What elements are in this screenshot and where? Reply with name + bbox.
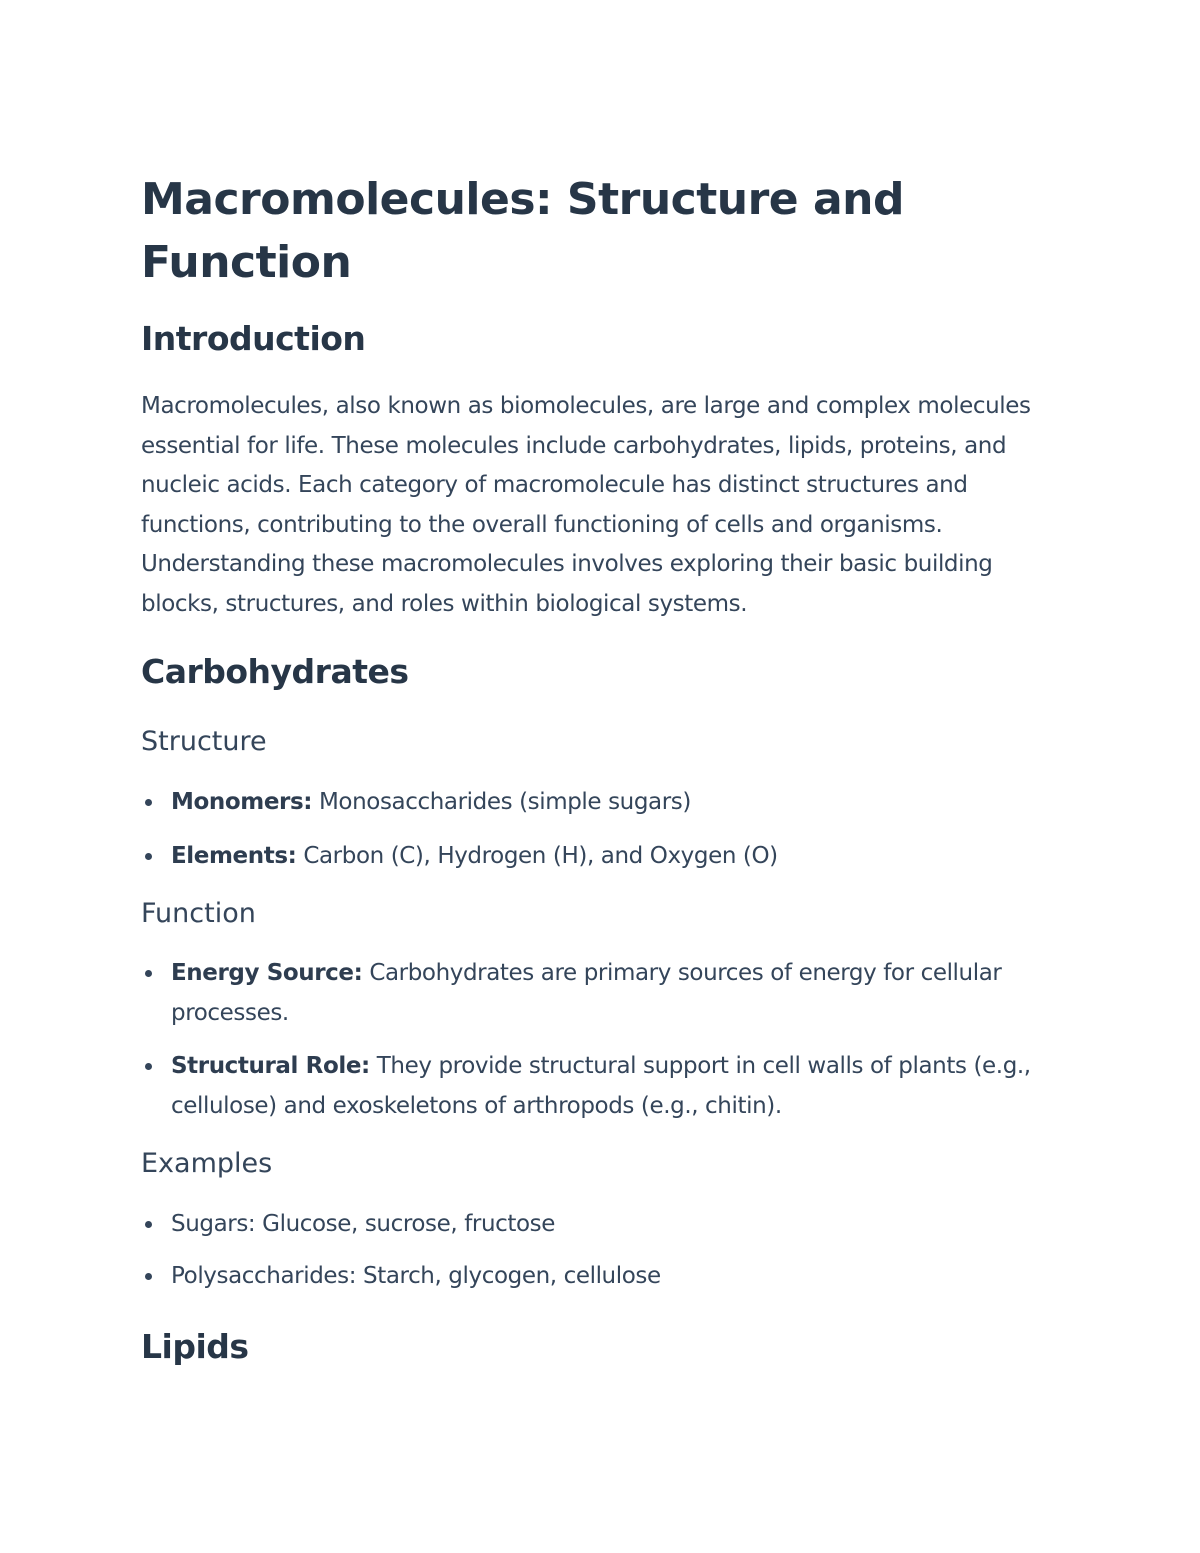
- list-item: [141, 1046, 1041, 1126]
- list-item-text: Monosaccharides (simple sugars): [312, 789, 691, 815]
- list-item: [141, 953, 1041, 1033]
- introduction-paragraph: Macromolecules, also known as biomolecules, are large and complex molecules essential for life. These molecules include carbohydrates, lipids, proteins, and nucleic acids. Each category of macromolecule has distinct structures and functions, contributing to the overall functioning of cells and organisms. Understanding these macromolecules involves exploring their basic building blocks, structures, and roles within biological systems.: [141, 393, 1031, 617]
- function-subheading: Function: [141, 898, 256, 929]
- list-item-label: Elements:: [171, 843, 297, 869]
- list-item: Sugars: Glucose, sucrose, fructose: [141, 1204, 1041, 1244]
- list-item: [141, 782, 1041, 822]
- examples-list: [141, 1204, 1041, 1308]
- list-item-label: Energy Source:: [171, 960, 363, 986]
- list-item-text: They provide structural support in cell walls of plants (e.g., cellulose) and exoskeletons of arthropods (e.g., chitin).: [171, 1053, 1031, 1119]
- lipids-heading: Lipids: [141, 1327, 249, 1366]
- structure-list: [141, 782, 1041, 890]
- examples-subheading: Examples: [141, 1148, 273, 1179]
- structure-subheading: Structure: [141, 726, 267, 757]
- list-item-text: Carbon (C), Hydrogen (H), and Oxygen (O): [296, 843, 778, 869]
- list-item-label: Monomers:: [171, 789, 313, 815]
- introduction-heading: Introduction: [141, 319, 366, 358]
- function-list: [141, 953, 1041, 1139]
- list-item: Polysaccharides: Starch, glycogen, cellulose: [141, 1256, 1041, 1296]
- carbohydrates-heading: Carbohydrates: [141, 652, 409, 691]
- page-title: Macromolecules: Structure and Function: [141, 174, 904, 288]
- list-item-label: Structural Role:: [171, 1053, 370, 1079]
- list-item: [141, 836, 1041, 876]
- list-item-text: Carbohydrates are primary sources of energy for cellular processes.: [171, 960, 1002, 1026]
